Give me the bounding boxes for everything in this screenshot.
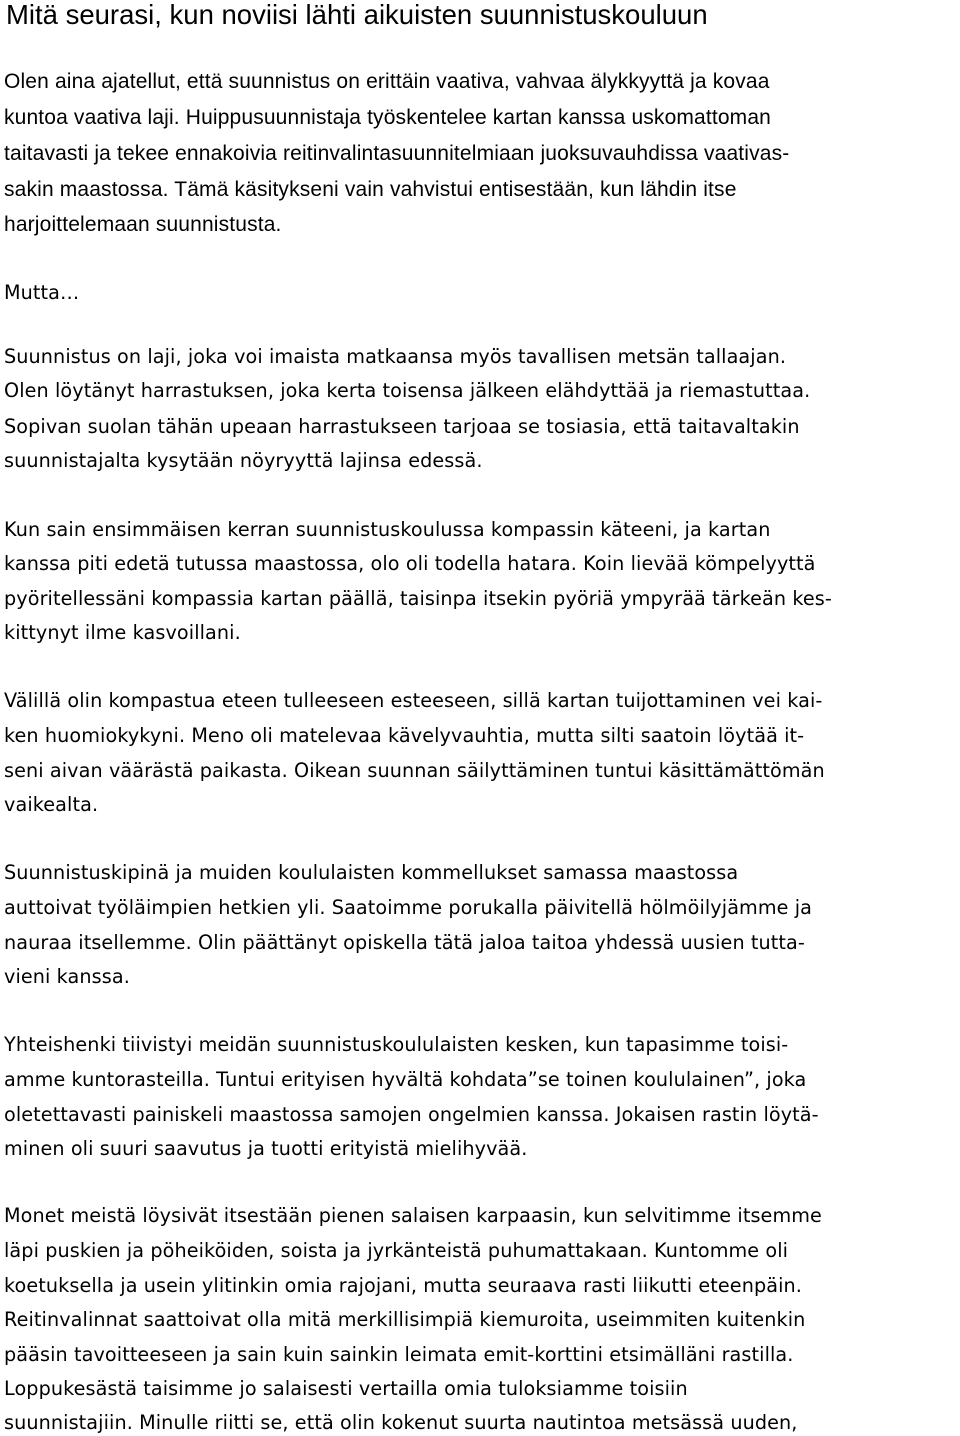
paragraph-line: nauraa itsellemme. Olin päättänyt opiskella tätä jaloa taitoa yhdessä uusien tutta- [4,931,805,954]
paragraph-line: kanssa piti edetä tutussa maastossa, olo oli todella hatara. Koin lievää kömpelyyttä [4,552,816,575]
paragraph-line: kittynyt ilme kasvoillani. [4,621,241,644]
paragraph-line: Suunnistus on laji, joka voi imaista matkaansa myös tavallisen metsän tallaajan. [4,345,787,368]
paragraph-line: Mutta… [4,281,80,304]
paragraph-line: Loppukesästä taisimme jo salaisesti vertailla omia tuloksiamme toisiin [4,1377,688,1400]
paragraph-line: amme kuntorasteilla. Tuntui erityisen hyvältä kohdata”se toinen koululainen”, joka [4,1068,807,1091]
paragraph-line: ken huomiokykyni. Meno oli matelevaa kävelyvauhtia, mutta silti saatoin löytää it- [4,724,805,747]
paragraph-line: Sopivan suolan tähän upeaan harrastukseen tarjoaa se tosiasia, että taitavaltakin [4,415,800,438]
page-title: Mitä seurasi, kun noviisi lähti aikuisten suunnistuskouluun [6,0,708,30]
paragraph-line: Kun sain ensimmäisen kerran suunnistuskoulussa kompassin käteeni, ja kartan [4,518,771,541]
paragraph-line: läpi puskien ja pöheiköiden, soista ja jyrkänteistä puhumattakaan. Kuntomme oli [4,1239,789,1262]
paragraph-line: auttoivat työläimpien hetkien yli. Saatoimme porukalla päivitellä hölmöilyjämme ja [4,896,813,919]
intro-paragraph-line: Olen aina ajatellut, että suunnistus on erittäin vaativa, vahvaa älykkyyttä ja kovaa [4,70,770,93]
paragraph-line: Monet meistä löysivät itsestään pienen salaisen karpaasin, kun selvitimme itsemme [4,1204,822,1227]
paragraph-line: vaikealta. [4,793,99,816]
paragraph-line: Suunnistuskipinä ja muiden koululaisten kommellukset samassa maastossa [4,861,739,884]
paragraph-line: Reitinvalinnat saattoivat olla mitä merkillisimpiä kiemuroita, useimmiten kuitenkin [4,1308,806,1331]
intro-paragraph-line: taitavasti ja tekee ennakoivia reitinvalintasuunnitelmiaan juoksuvauhdissa vaativas- [4,142,790,165]
paragraph-line: pyöritellessäni kompassia kartan päällä, taisinpa itsekin pyöriä ympyrää tärkeän kes- [4,587,832,610]
paragraph-line: suunnistajiin. Minulle riitti se, että olin kokenut suurta nautintoa metsässä uuden, [4,1411,798,1434]
paragraph-line: minen oli suuri saavutus ja tuotti erityistä mielihyvää. [4,1137,528,1160]
intro-paragraph-line: kuntoa vaativa laji. Huippusuunnistaja työskentelee kartan kanssa uskomattoman [4,106,771,129]
paragraph-line: suunnistajalta kysytään nöyryyttä lajinsa edessä. [4,449,483,472]
paragraph-line: pääsin tavoitteeseen ja sain kuin sainkin leimata emit-korttini etsimälläni rastilla. [4,1343,794,1366]
paragraph-line: Yhteishenki tiivistyi meidän suunnistuskoululaisten kesken, kun tapasimme toisi- [4,1033,789,1056]
paragraph-line: vieni kanssa. [4,965,130,988]
intro-paragraph-line: sakin maastossa. Tämä käsitykseni vain vahvistui entisestään, kun lähdin itse [4,178,737,201]
paragraph-line: Välillä olin kompastua eteen tulleeseen esteeseen, sillä kartan tuijottaminen vei kai- [4,689,823,712]
paragraph-line: Olen löytänyt harrastuksen, joka kerta toisensa jälkeen elähdyttää ja riemastuttaa. [4,379,811,402]
paragraph-line: koetuksella ja usein ylitinkin omia rajojani, mutta seuraava rasti liikutti eteenpäin. [4,1274,802,1297]
paragraph-line: seni aivan väärästä paikasta. Oikean suunnan säilyttäminen tuntui käsittämättömän [4,759,825,782]
paragraph-line: oletettavasti painiskeli maastossa samojen ongelmien kanssa. Jokaisen rastin löytä- [4,1103,819,1126]
intro-paragraph-line: harjoittelemaan suunnistusta. [4,213,282,236]
